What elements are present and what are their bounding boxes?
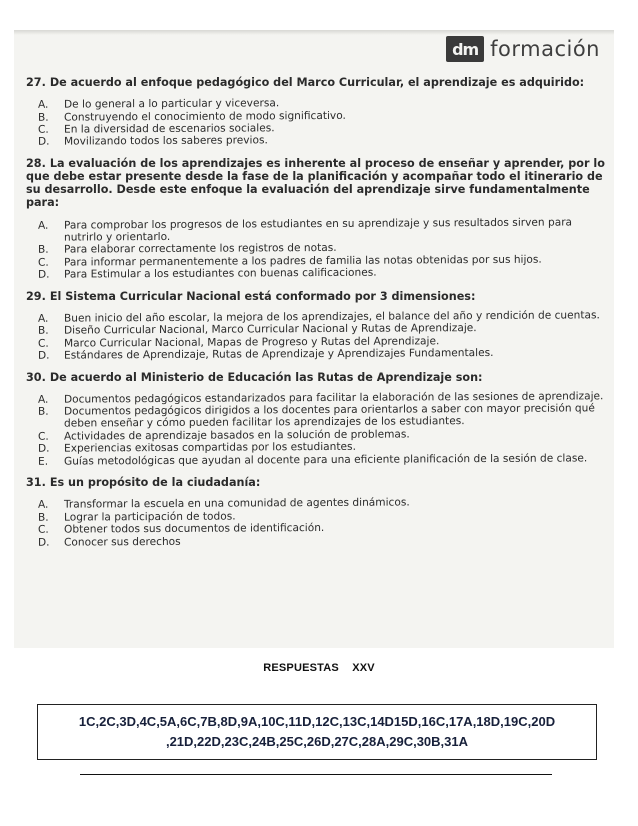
answers-title: RESPUESTAS XXV <box>263 662 375 674</box>
option-text: Transformar la escuela en una comunidad de agentes dinámicos. <box>64 496 410 511</box>
option-text: Lograr la participación de todos. <box>64 510 236 524</box>
option-text: De lo general a lo particular y viceversa. <box>64 97 280 111</box>
option-text: Para elaborar correctamente los registros de notas. <box>64 242 337 257</box>
question-number: 30. <box>26 370 46 384</box>
option-letter: C. <box>38 337 49 350</box>
option-text: Marco Curricular Nacional, Mapas de Progreso y Rutas del Aprendizaje. <box>64 334 440 350</box>
option-letter: D. <box>38 136 50 149</box>
question-30 <box>26 371 606 467</box>
option-letter: B. <box>38 244 49 257</box>
answers-line-1: 1C,2C,3D,4C,5A,6C,7B,8D,9A,10C,11D,12C,13C,14D15D,16C,17A,18D,19C,20D <box>78 714 556 729</box>
option-text: Guías metodológicas que ayudan al docente para una eficiente planificación de la sesión de clase. <box>64 452 588 468</box>
scanned-page <box>14 30 614 648</box>
option-item <box>38 452 606 468</box>
option-letter: C. <box>38 523 49 536</box>
logo-text: formación <box>490 37 600 61</box>
question-28 <box>26 157 606 280</box>
question-stem <box>26 290 606 303</box>
question-text: De acuerdo al Ministerio de Educación las Rutas de Aprendizaje son: <box>49 370 483 384</box>
answers-line-2: ,21D,22D,23C,24B,25C,26D,27C,28A,29C,30B,31A <box>165 734 469 749</box>
question-stem <box>26 476 606 489</box>
option-item <box>38 402 606 430</box>
question-text: El Sistema Curricular Nacional está conformado por 3 dimensiones: <box>49 289 476 303</box>
option-letter: A. <box>38 312 49 325</box>
option-text: Diseño Curricular Nacional, Marco Curricular Nacional y Rutas de Aprendizaje. <box>64 322 477 337</box>
option-letter: B. <box>38 511 49 524</box>
option-item <box>38 346 606 362</box>
option-text: Documentos pedagógicos estandarizados para facilitar la elaboración de las sesiones de aprendizaje. <box>64 389 604 406</box>
question-31 <box>26 476 606 547</box>
option-letter: B. <box>38 111 49 124</box>
option-list <box>26 389 606 468</box>
question-text: La evaluación de los aprendizajes es inherente al proceso de enseñar y aprender, por lo que debe estar presente desde la fase de la planificación y acompañar todo el itinerario de su desarrollo. Desde este enfoque la evaluación del aprendizaje sirve fundamentalmente para: <box>26 156 605 210</box>
question-number: 29. <box>26 289 46 303</box>
option-text: Buen inicio del año escolar, la mejora de los aprendizajes, el balance del año y rendición de cuentas. <box>64 309 600 325</box>
question-stem <box>26 76 606 89</box>
option-letter: B. <box>38 405 49 418</box>
option-letter: B. <box>38 324 49 338</box>
question-text: Es un propósito de la ciudadanía: <box>49 476 261 490</box>
option-letter: A. <box>38 499 49 512</box>
option-letter: A. <box>38 219 49 232</box>
brand-logo <box>446 36 600 62</box>
option-letter: C. <box>38 256 49 269</box>
option-letter: D. <box>38 349 50 362</box>
bottom-rule <box>80 774 552 775</box>
option-letter: C. <box>38 123 49 136</box>
option-text: Experiencias exitosas compartidas por los estudiantes. <box>64 441 356 455</box>
question-stem <box>26 157 606 210</box>
question-number: 27. <box>26 76 46 89</box>
option-letter: A. <box>38 393 49 406</box>
option-letter: D. <box>38 536 50 549</box>
option-text: Documentos pedagógicos dirigidos a los docentes para orientarlos a saber con mayor precisión qué deben enseñar y cómo pueden facilitar los aprendizajes de los estudiantes. <box>64 402 595 431</box>
question-list <box>26 76 606 557</box>
answers-box <box>37 704 597 760</box>
option-text: Construyendo el conocimiento de modo significativo. <box>64 109 346 124</box>
question-number: 28. <box>26 156 46 170</box>
question-text: De acuerdo al enfoque pedagógico del Marco Curricular, el aprendizaje es adquirido: <box>49 76 585 89</box>
option-item <box>38 266 606 282</box>
question-stem <box>26 371 606 384</box>
option-letter: D. <box>38 268 50 282</box>
option-text: Para Estimular a los estudiantes con buenas calificaciones. <box>64 266 377 281</box>
option-letter: A. <box>38 98 49 111</box>
option-text: Movilizando todos los saberes previos. <box>64 134 268 148</box>
option-item <box>38 133 606 149</box>
option-list <box>26 97 606 147</box>
option-list <box>26 311 606 361</box>
answers-text <box>71 712 563 752</box>
question-29 <box>26 290 606 361</box>
option-text: Estándares de Aprendizaje, Rutas de Aprendizaje y Aprendizajes Fundamentales. <box>64 347 494 362</box>
option-letter: C. <box>38 430 49 443</box>
question-number: 31. <box>26 476 46 490</box>
option-text: Actividades de aprendizaje basados en la solución de problemas. <box>64 428 410 443</box>
logo-mark: dm <box>446 36 484 62</box>
option-list <box>26 497 606 547</box>
option-text: Conocer sus derechos <box>64 535 181 549</box>
question-27 <box>26 76 606 147</box>
option-letter: D. <box>38 442 50 456</box>
option-text: En la diversidad de escenarios sociales. <box>64 122 275 136</box>
option-text: Para comprobar los progresos de los estudiantes en su aprendizaje y sus resultados sirven para nutrirlo y orientarlo. <box>64 216 573 244</box>
option-text: Obtener todos sus documentos de identificación. <box>64 522 325 536</box>
option-list <box>26 218 606 280</box>
option-text: Para informar permanentemente a los padres de familia las notas obtenidas por sus hijos. <box>64 253 542 269</box>
option-letter: E. <box>38 455 49 468</box>
